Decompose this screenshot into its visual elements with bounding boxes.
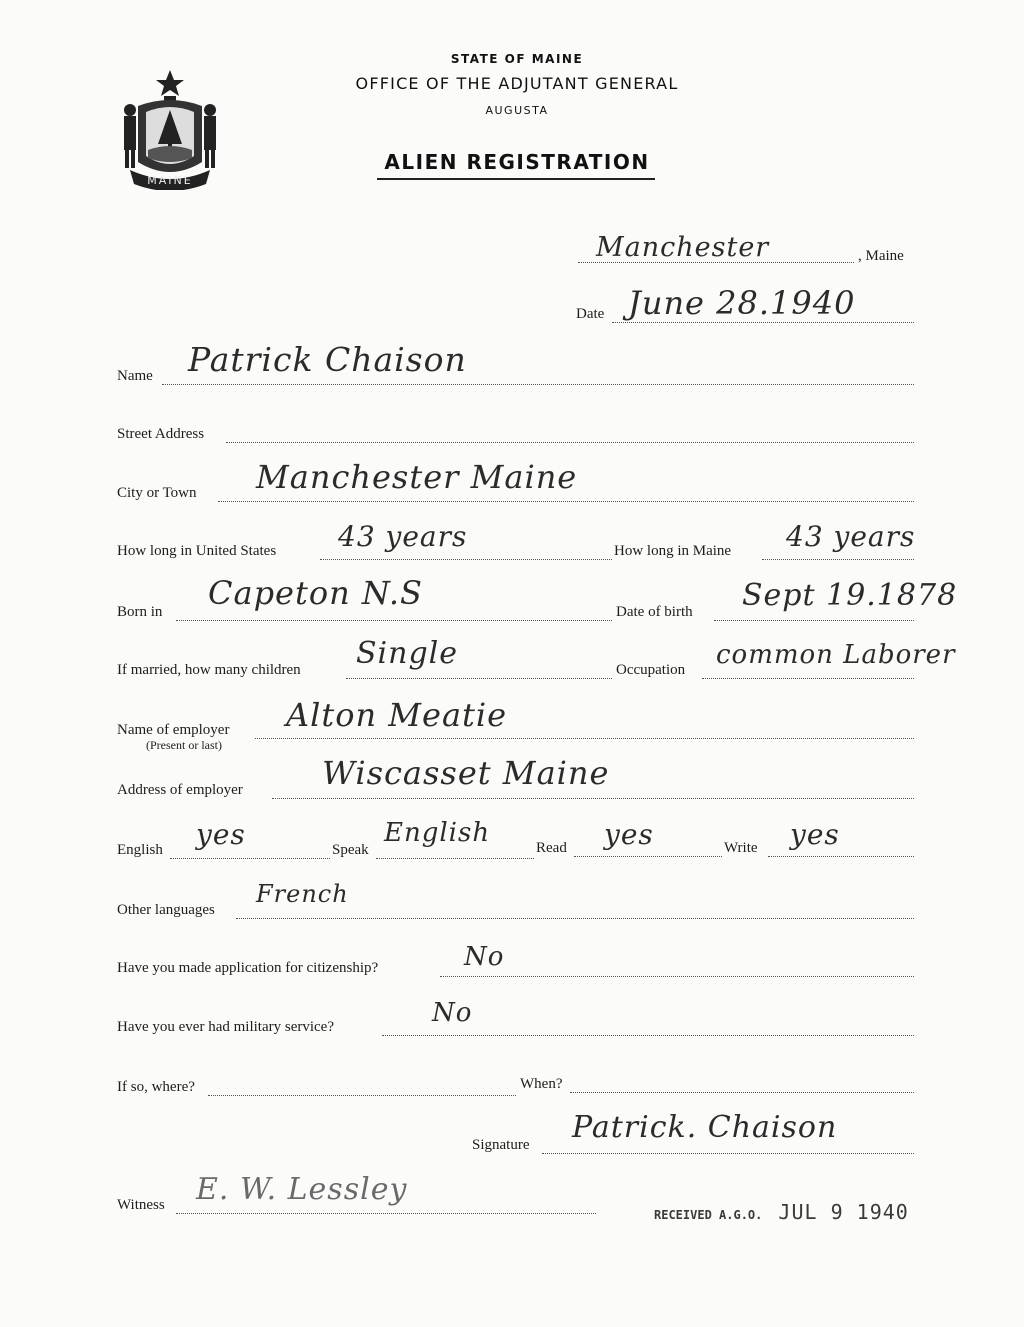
date-of-birth-line: [714, 620, 914, 621]
occupation-label: Occupation: [616, 662, 686, 678]
how-long-us-line: [320, 559, 612, 560]
born-in-value: Capeton N.S: [208, 574, 423, 612]
date-label: Date: [576, 306, 605, 322]
street-address-line: [226, 442, 914, 443]
write-label: Write: [724, 840, 758, 856]
stamp-date: JUL 9 1940: [778, 1200, 909, 1224]
military-value: No: [432, 998, 473, 1028]
employer-label: Name of employer: [117, 722, 230, 738]
employer-line: [255, 738, 914, 739]
speak-label: Speak: [332, 842, 369, 858]
born-in-label: Born in: [117, 604, 163, 620]
name-line: [162, 384, 914, 385]
english-value: yes: [196, 818, 246, 851]
form-title: ALIEN REGISTRATION: [384, 150, 650, 174]
english-line: [170, 858, 330, 859]
place-suffix: , Maine: [858, 248, 904, 264]
place-value: Manchester: [596, 232, 770, 263]
when-label: When?: [520, 1076, 563, 1092]
signature-value: Patrick. Chaison: [572, 1110, 838, 1145]
read-label: Read: [536, 840, 567, 856]
other-languages-value: French: [256, 880, 349, 908]
witness-value: E. W. Lessley: [196, 1172, 408, 1207]
other-languages-line: [236, 918, 914, 919]
write-value: yes: [790, 818, 840, 851]
date-of-birth-value: Sept 19.1878: [742, 578, 958, 613]
employer-address-line: [272, 798, 914, 799]
received-stamp: [654, 1200, 909, 1224]
how-long-maine-value: 43 years: [786, 520, 916, 553]
city-value: Manchester Maine: [256, 458, 578, 496]
city-line: [218, 501, 914, 502]
stamp-prefix: RECEIVED A.G.O.: [654, 1208, 763, 1222]
where-line: [208, 1095, 516, 1096]
born-in-line: [176, 620, 612, 621]
citizenship-value: No: [464, 942, 505, 972]
seal-text: MAINE: [147, 174, 193, 187]
how-long-maine-line: [762, 559, 914, 560]
read-line: [574, 856, 722, 857]
children-line: [346, 678, 612, 679]
read-value: yes: [604, 818, 654, 851]
how-long-us-label: How long in United States: [117, 543, 277, 559]
office-heading: OFFICE OF THE ADJUTANT GENERAL: [355, 74, 679, 93]
date-value: June 28.1940: [628, 284, 856, 322]
other-languages-label: Other languages: [117, 902, 215, 918]
children-label: If married, how many children: [117, 662, 301, 678]
signature-line: [542, 1153, 914, 1154]
name-value: Patrick Chaison: [188, 340, 467, 379]
write-line: [768, 856, 914, 857]
state-heading: STATE OF MAINE: [450, 52, 584, 66]
employer-value: Alton Meatie: [286, 696, 508, 734]
employer-address-value: Wiscasset Maine: [322, 754, 610, 792]
children-value: Single: [356, 636, 459, 671]
date-of-birth-label: Date of birth: [616, 604, 693, 620]
occupation-value: common Laborer: [716, 640, 956, 670]
occupation-line: [702, 678, 914, 679]
name-label: Name: [117, 368, 153, 384]
military-label: Have you ever had military service?: [117, 1019, 334, 1035]
city-heading: AUGUSTA: [485, 104, 549, 117]
signature-label: Signature: [472, 1137, 530, 1153]
how-long-us-value: 43 years: [338, 520, 468, 553]
speak-line: [376, 858, 534, 859]
employer-address-label: Address of employer: [117, 782, 243, 798]
witness-label: Witness: [117, 1197, 165, 1213]
when-line: [570, 1092, 914, 1093]
citizenship-label: Have you made application for citizenship?: [117, 960, 379, 976]
military-line: [382, 1035, 914, 1036]
where-label: If so, where?: [117, 1079, 195, 1095]
street-address-label: Street Address: [117, 426, 205, 442]
date-line: [612, 322, 914, 323]
english-label: English: [117, 842, 163, 858]
city-label: City or Town: [117, 485, 197, 501]
how-long-maine-label: How long in Maine: [614, 543, 732, 559]
speak-value: English: [384, 818, 491, 848]
title-underline: [377, 178, 655, 180]
citizenship-line: [440, 976, 914, 977]
employer-sublabel: (Present or last): [146, 738, 222, 752]
witness-line: [176, 1213, 596, 1214]
